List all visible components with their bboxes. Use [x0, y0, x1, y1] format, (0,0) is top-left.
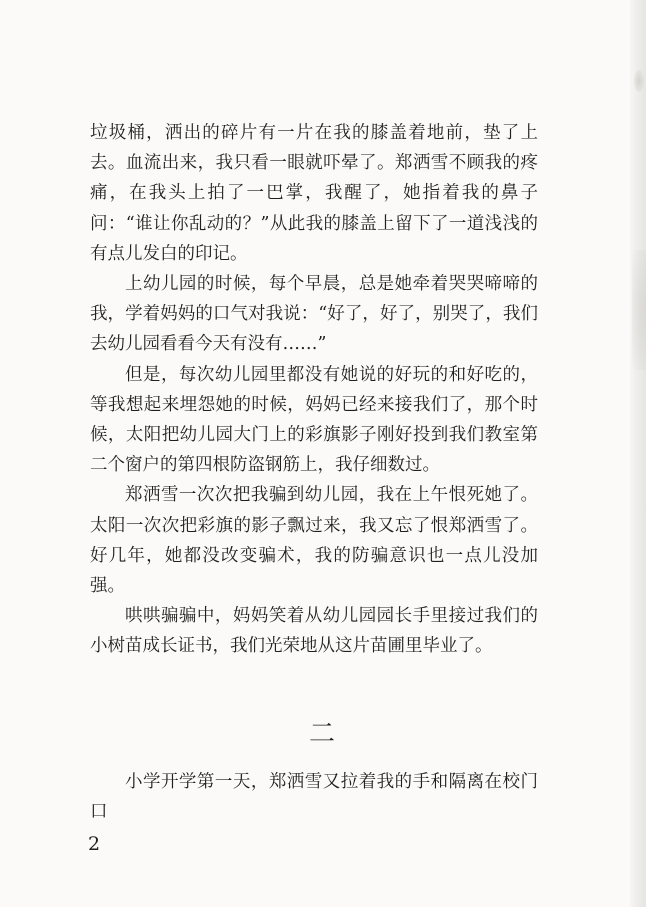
- paragraph-tricked: 郑洒雪一次次把我骗到幼儿园，我在上午恨死她了。太阳一次次把彩旗的影子飘过来，我又忘了恨郑洒雪了。好几年，她都没改变骗术，我的防骗意识也一点儿没加强。: [90, 485, 538, 597]
- page-edge-shadow: [630, 0, 646, 907]
- body-text-next-section: [90, 767, 538, 827]
- paragraph-graduation: 哄哄骗骗中，妈妈笑着从幼儿园园长手里接过我们的小树苗成长证书，我们光荣地从这片苗圃里毕业了。: [90, 606, 538, 657]
- edge-smudge: [634, 70, 644, 92]
- body-text: [90, 118, 538, 662]
- paragraph-kindergarten-mornings: 上幼儿园的时候，每个早晨，总是她牵着哭哭啼啼的我，学着妈妈的口气对我说：“好了，好了，别哭了，我们去幼儿园看看今天有没有……”: [90, 274, 538, 355]
- edge-smudge: [632, 250, 646, 370]
- paragraph-flag-shadow: 但是，每次幼儿园里都没有她说的好玩的和好吃的，等我想起来埋怨她的时候，妈妈已经来接我们了，那个时候，太阳把幼儿园大门上的彩旗影子刚好投到我们教室第二个窗户的第四根防盗钢筋上，我仔细数过。: [90, 364, 538, 476]
- page-number: 2: [88, 833, 101, 855]
- section-heading: 二: [308, 719, 337, 749]
- paragraph-first-school-day: 小学开学第一天，郑洒雪又拉着我的手和隔离在校门口: [90, 772, 538, 823]
- paragraph-continued: 垃圾桶，洒出的碎片有一片在我的膝盖着地前，垫了上去。血流出来，我只看一眼就吓晕了。郑洒雪不顾我的疼痛，在我头上拍了一巴掌，我醒了，她指着我的鼻子问：“谁让你乱动的？”从此我的膝盖上留下了一道浅浅的有点儿发白的印记。: [90, 123, 538, 264]
